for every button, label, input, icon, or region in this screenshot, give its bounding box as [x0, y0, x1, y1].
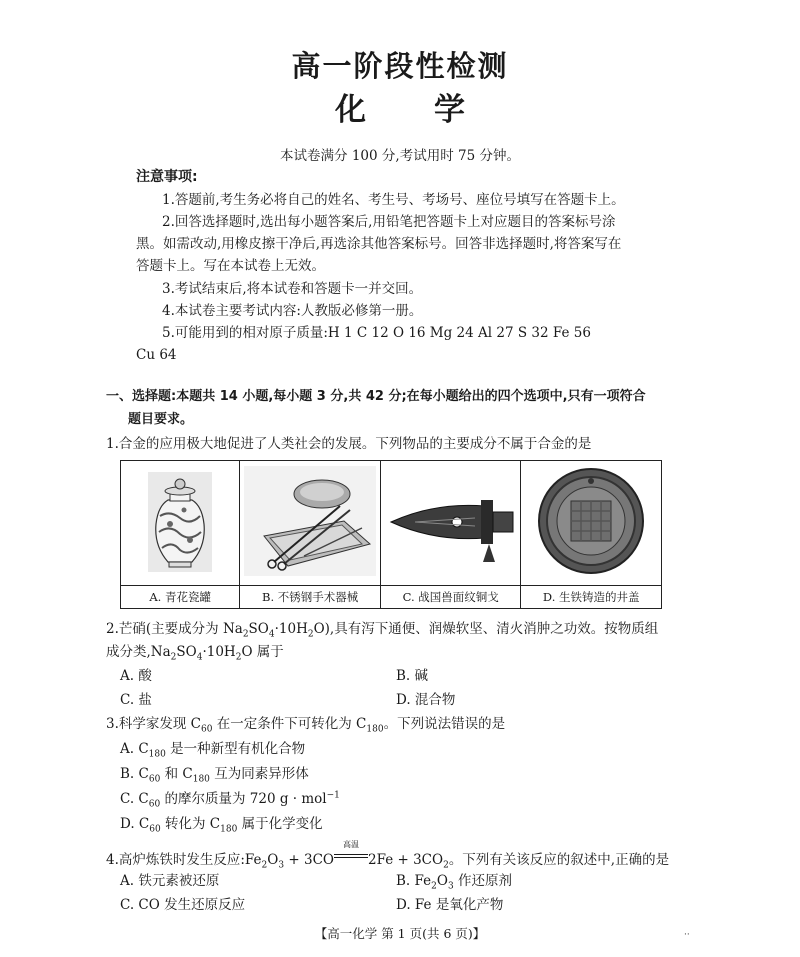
q3-option-a: A. $C_{180}$ 是一种新型有机化合物 — [120, 741, 306, 760]
q1-caption-b: B. 不锈钢手术器械 — [240, 586, 381, 609]
q1-image-c — [380, 461, 521, 586]
q2-option-d: D. 混合物 — [396, 692, 456, 708]
section-heading-line-1: 一、选择题:本题共 14 小题,每小题 3 分,共 42 分;在每小题给出的四个选项中,只有一项符合 — [106, 389, 646, 404]
notice-line-2: 2.回答选择题时,选出每小题答案后,用铅笔把答题卡上对应题目的答案标号涂 — [162, 214, 616, 230]
subject-char-1: 化 — [335, 92, 366, 128]
q1-image-d — [521, 461, 662, 586]
subject-char-2: 学 — [434, 92, 465, 128]
q4-stem: 4.高炉炼铁时发生反应$:Fe_2O_3 + 3CO$ 高温 $2Fe + 3CO_2$。下列有关该反应的叙述中,正确的是 — [106, 840, 670, 871]
q4-option-c: C. CO 发生还原反应 — [120, 897, 246, 913]
q1-image-b — [240, 461, 381, 586]
exam-title: 高一阶段性检测 — [291, 49, 509, 83]
exam-info: 本试卷满分 100 分,考试用时 75 分钟。 — [280, 148, 520, 164]
q2-option-c: C. 盐 — [120, 692, 152, 708]
q4-option-a: A. 铁元素被还原 — [120, 873, 220, 889]
q4-option-d: D. Fe 是氧化产物 — [396, 897, 504, 913]
q1-image-a — [121, 461, 240, 586]
q2-option-a: A. 酸 — [120, 668, 152, 684]
subject-title — [0, 84, 800, 129]
reaction-condition: 高温 — [334, 845, 368, 864]
q2-stem-line-1: 2.芒硝(主要成分为 $Na_2SO_4\cdot 10H_2O$),具有泻下通便、润燥软坚、清火消肿之功效。按物质组 — [106, 621, 659, 640]
notice-line-1: 1.答题前,考生务必将自己的姓名、考生号、考场号、座位号填写在答题卡上。 — [162, 192, 625, 208]
section-heading-line-2: 题目要求。 — [128, 412, 194, 427]
q1-caption-d: D. 生铁铸造的井盖 — [521, 586, 662, 609]
notice-line-3: 黑。如需改动,用橡皮擦干净后,再选涂其他答案标号。回答非选择题时,将答案写在 — [136, 236, 622, 252]
notice-line-7: 5.可能用到的相对原子质量:H 1 C 12 O 16 Mg 24 Al 27 S 32 Fe 56 — [162, 325, 591, 341]
notice-line-8: Cu 64 — [136, 347, 177, 363]
q1-caption-c: C. 战国兽面纹铜戈 — [380, 586, 521, 609]
q3-option-d: D. $C_{60}$ 转化为 $C_{180}$ 属于化学变化 — [120, 816, 323, 835]
q1-caption-a: A. 青花瓷罐 — [121, 586, 240, 609]
notice-title: 注意事项: — [136, 169, 198, 185]
q3-stem: 3.科学家发现 $C_{60}$ 在一定条件下可转化为 $C_{180}$。下列说法错误的是 — [106, 716, 506, 735]
notice-line-5: 3.考试结束后,将本试卷和答题卡一并交回。 — [162, 281, 423, 297]
manhole-cover-icon — [525, 465, 657, 577]
q3-option-c: C. $C_{60}$ 的摩尔质量为 720 g · mol$^{-1}$ — [120, 790, 340, 810]
q1-image-table — [120, 460, 662, 609]
bronze-dagger-axe-icon — [385, 466, 517, 576]
page-footer: 【高一化学 第 1 页(共 6 页)】 — [314, 926, 486, 941]
notice-line-6: 4.本试卷主要考试内容:人教版必修第一册。 — [162, 303, 423, 319]
porcelain-jar-icon — [124, 466, 236, 576]
q4-option-b: B. $Fe_2O_3$ 作还原剂 — [396, 873, 512, 892]
q2-option-b: B. 碱 — [396, 668, 429, 684]
q1-stem: 1.合金的应用极大地促进了人类社会的发展。下列物品的主要成分不属于合金的是 — [106, 436, 592, 452]
notice-line-4: 答题卡上。写在本试卷上无效。 — [136, 258, 325, 274]
corner-mark: ·· — [684, 930, 690, 940]
q2-stem-line-2: 成分类$,Na_2SO_4\cdot 10H_2O$ 属于 — [106, 644, 284, 663]
surgical-instruments-icon — [244, 466, 376, 576]
q3-option-b: B. $C_{60}$ 和 $C_{180}$ 互为同素异形体 — [120, 766, 309, 785]
